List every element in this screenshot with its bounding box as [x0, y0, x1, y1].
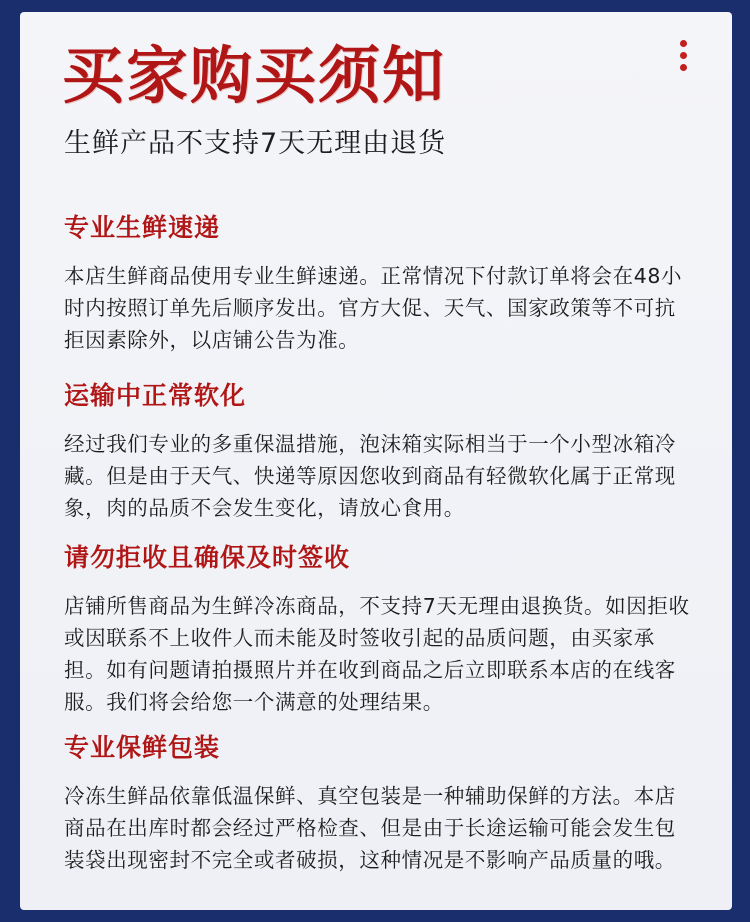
vertical-dots-icon[interactable] — [678, 40, 688, 80]
section-heading: 专业生鲜速递 — [64, 213, 221, 242]
section-sign-receipt — [64, 540, 694, 718]
page-subtitle: 生鲜产品不支持7天无理由退货 — [64, 128, 447, 159]
page-title: 买家购买须知 — [62, 39, 447, 112]
section-body: 本店生鲜商品使用专业生鲜速递。正常情况下付款订单将会在48小时内按照订单先后顺序发出。官方大促、天气、国家政策等不可抗拒因素除外，以店铺公告为准。 — [64, 264, 683, 352]
section-express-delivery — [64, 210, 694, 356]
section-body: 冷冻生鲜品依靠低温保鲜、真空包装是一种辅助保鲜的方法。本店商品在出库时都会经过严格检查、但是由于长途运输可能会发生包装袋出现密封不完全或者破损，这种情况是不影响产品质量的哦。 — [64, 784, 676, 872]
section-body: 经过我们专业的多重保温措施，泡沫箱实际相当于一个小型冰箱冷藏。但是由于天气、快递等原因您收到商品有轻微软化属于正常现象，肉的品质不会发生变化，请放心食用。 — [64, 432, 676, 520]
section-packaging — [64, 730, 694, 876]
section-heading: 专业保鲜包装 — [64, 733, 221, 762]
section-heading: 运输中正常软化 — [64, 381, 247, 410]
section-softening — [64, 378, 694, 524]
notice-card — [20, 12, 732, 910]
section-heading: 请勿拒收且确保及时签收 — [64, 543, 351, 572]
section-body: 店铺所售商品为生鲜冷冻商品，不支持7天无理由退换货。如因拒收或因联系不上收件人而未能及时签收引起的品质问题，由买家承担。如有问题请拍摄照片并在收到商品之后立即联系本店的在线客服。我们将会给您一个满意的处理结果。 — [64, 594, 690, 714]
